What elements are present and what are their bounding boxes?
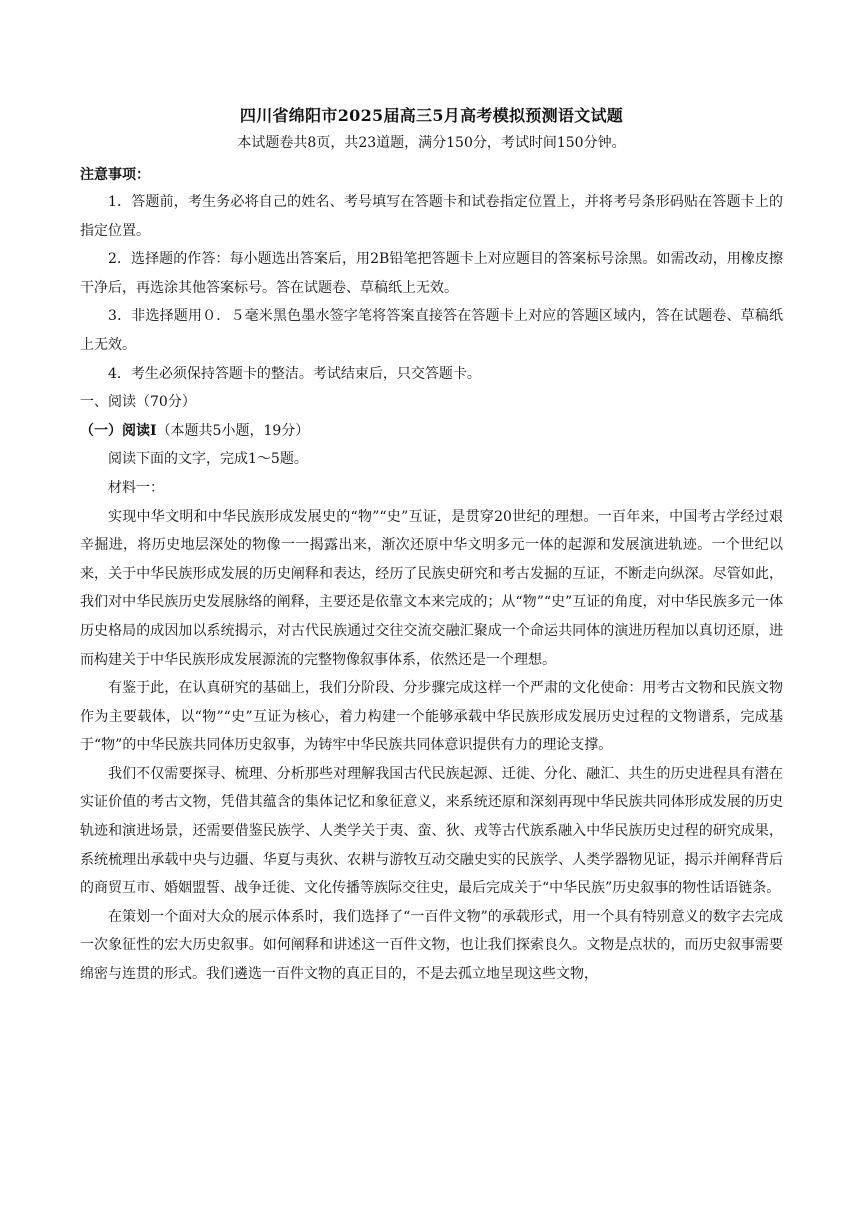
body-paragraph-4: 在策划一个面对大众的展示体系时，我们选择了“一百件文物”的承载形式，用一个具有特别意义的数字去完成一次象征性的宏大历史叙事。如何阐释和讲述这一百件文物，也让我们探索良久。文物是点状的，而历史叙事需要绵密与连贯的形式。我们遴选一百件文物的真正目的，不是去孤立地呈现这些文物， xyxy=(80,908,783,983)
body-paragraph-3: 我们不仅需要探寻、梳理、分析那些对理解我国古代民族起源、迁徙、分化、融汇、共生的历史进程具有潜在实证价值的考古文物，凭借其蕴含的集体记忆和象征意义，来系统还原和深刻再现中华民族共同体形成发展的历史轨迹和演进场景，还需要借鉴民族学、人类学关于夷、蛮、狄、戎等古代族系融入中华民族历史过程的研究成果，系统梳理出承载中央与边疆、华夏与夷狄、农耕与游牧互动交融史实的民族学、人类学器物见证，揭示并阐释背后的商贸互市、婚姻盟誓、战争迁徙、文化传播等族际交往史，最后完成关于“中华民族”历史叙事的物性话语链条。 xyxy=(80,765,783,897)
document-title: 四川省绵阳市2025届高三5月高考模拟预测语文试题 xyxy=(239,106,624,125)
note-item-4: 4．考生必须保持答题卡的整洁。考试结束后，只交答题卡。 xyxy=(108,365,481,382)
subsection-detail: （本题共5小题，19分） xyxy=(156,422,310,439)
body-paragraph-1: 实现中华文明和中华民族形成发展史的“物”“史”互证，是贯穿20世纪的理想。一百年来，中国考古学经过艰辛掘进，将历史地层深处的物像一一揭露出来，渐次还原中华文明多元一体的起源和发展演进轨迹。一个世纪以来，关于中华民族形成发展的历史阐释和表达，经历了民族史研究和考古发掘的互证，不断走向纵深。尽管如此，我们对中华民族历史发展脉络的阐释，主要还是依靠文本来完成的；从“物”“史”互证的角度，对中华民族多元一体历史格局的成因加以系统揭示，对古代民族通过交往交流交融汇聚成一个命运共同体的演进历程加以真切还原，进而构建关于中华民族形成发展源流的完整物像叙事体系，依然还是一个理想。 xyxy=(80,508,783,668)
note-item-3: 3．非选择题用０．５毫米黑色墨水签字笔将答案直接答在答题卡上对应的答题区域内，答在试题卷、草稿纸上无效。 xyxy=(80,308,783,353)
document-page xyxy=(80,100,783,989)
body-paragraph-2: 有鉴于此，在认真研究的基础上，我们分阶段、分步骤完成这样一个严肃的文化使命：用考古文物和民族文物作为主要载体，以“物”“史”互证为核心，着力构建一个能够承载中华民族形成发展历史过程的文物谱系，完成基于“物”的中华民族共同体历史叙事，为铸牢中华民族共同体意识提供有力的理论支撑。 xyxy=(80,680,783,754)
note-item-1: 1．答题前，考生务必将自己的姓名、考号填写在答题卡和试卷指定位置上，并将考号条形码贴在答题卡上的指定位置。 xyxy=(80,194,783,239)
subsection-label: （一）阅读Ⅰ xyxy=(80,422,157,439)
section-heading: 一、阅读（70分） xyxy=(80,394,196,411)
note-item-2: 2．选择题的作答：每小题选出答案后，用2B铅笔把答题卡上对应题目的答案标号涂黑。如需改动，用橡皮擦干净后，再选涂其他答案标号。答在试题卷、草稿纸上无效。 xyxy=(80,251,783,296)
subsection-heading xyxy=(80,417,783,446)
reading-instruction: 阅读下面的文字，完成1～5题。 xyxy=(108,451,308,468)
document-subtitle: 本试题卷共8页，共23道题，满分150分，考试时间150分钟。 xyxy=(237,135,626,151)
material-label: 材料一： xyxy=(108,479,164,496)
notes-heading: 注意事项： xyxy=(80,167,150,183)
